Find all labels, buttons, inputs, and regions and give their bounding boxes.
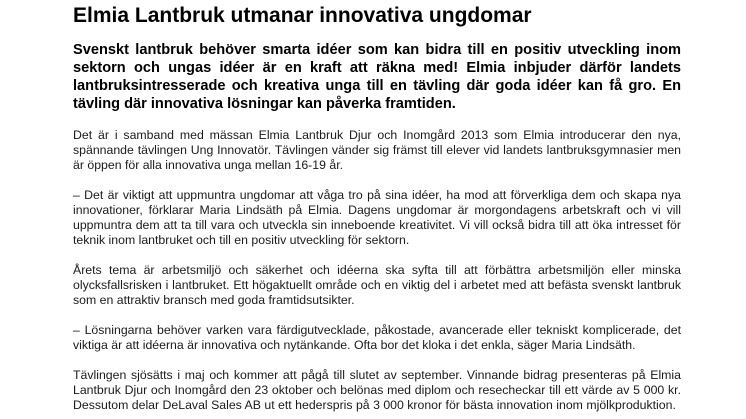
body-paragraph-4: – Lösningarna behöver varken vara färdigutvecklade, påkostade, avancerade eller tekniskt komplicerade, det viktiga är att idéerna är innovativa och nytänkande. Ofta bor det kloka i det enkla, säger Maria Lindsäth. — [73, 323, 681, 352]
body-paragraph-2: – Det är viktigt att uppmuntra ungdomar att våga tro på sina idéer, ha mod att förverkliga dem och skapa nya innovationer, förklarar Maria Lindsäth på Elmia. Dagens ungdomar är morgondagens arbetskraft och vi vill uppmuntra dem att ta till vara och utveckla sin inneboende kreativitet. Vi vill också bidra till att öka intresset för teknik inom lantbruket och till en positiv utveckling för sektorn. — [73, 188, 681, 247]
document-title: Elmia Lantbruk utmanar innovativa ungdomar — [73, 4, 532, 27]
body-paragraph-1: Det är i samband med mässan Elmia Lantbruk Djur och Inomgård 2013 som Elmia introducerar den nya, spännande tävlingen Ung Innovatör. Tävlingen vänder sig främst till elever vid landets lantbruksgymnasier men är öppen för alla innovativa unga mellan 16-19 år. — [73, 128, 681, 172]
body-paragraph-3: Årets tema är arbetsmiljö och säkerhet och idéerna ska syfta till att förbättra arbetsmiljön eller minska olycksfallsrisken i lantbruket. Ett högaktuellt område och en viktig del i arbetet med att befästa svenskt lantbruk som en attraktiv bransch med goda framtidsutsikter. — [73, 263, 681, 307]
body-paragraph-5: Tävlingen sjösätts i maj och kommer att pågå till slutet av september. Vinnande bidrag presenteras på Elmia Lantbruk Djur och Inomgård den 23 oktober och belönas med diplom och resecheckar till ett värde av 5 000 kr. Dessutom delar DeLaval Sales AB ut ett hederspris på 3 000 kronor för bästa innovation inom mjölkproduktion. — [73, 368, 681, 412]
lead-paragraph: Svenskt lantbruk behöver smarta idéer som kan bidra till en positiv utveckling inom sektorn och ungas idéer är en kraft att räkna med! Elmia inbjuder därför landets lantbruksintresserade och kreativa unga till en tävling där goda idéer kan få gro. En tävling där innovativa lösningar kan påverka framtiden. — [73, 42, 681, 112]
